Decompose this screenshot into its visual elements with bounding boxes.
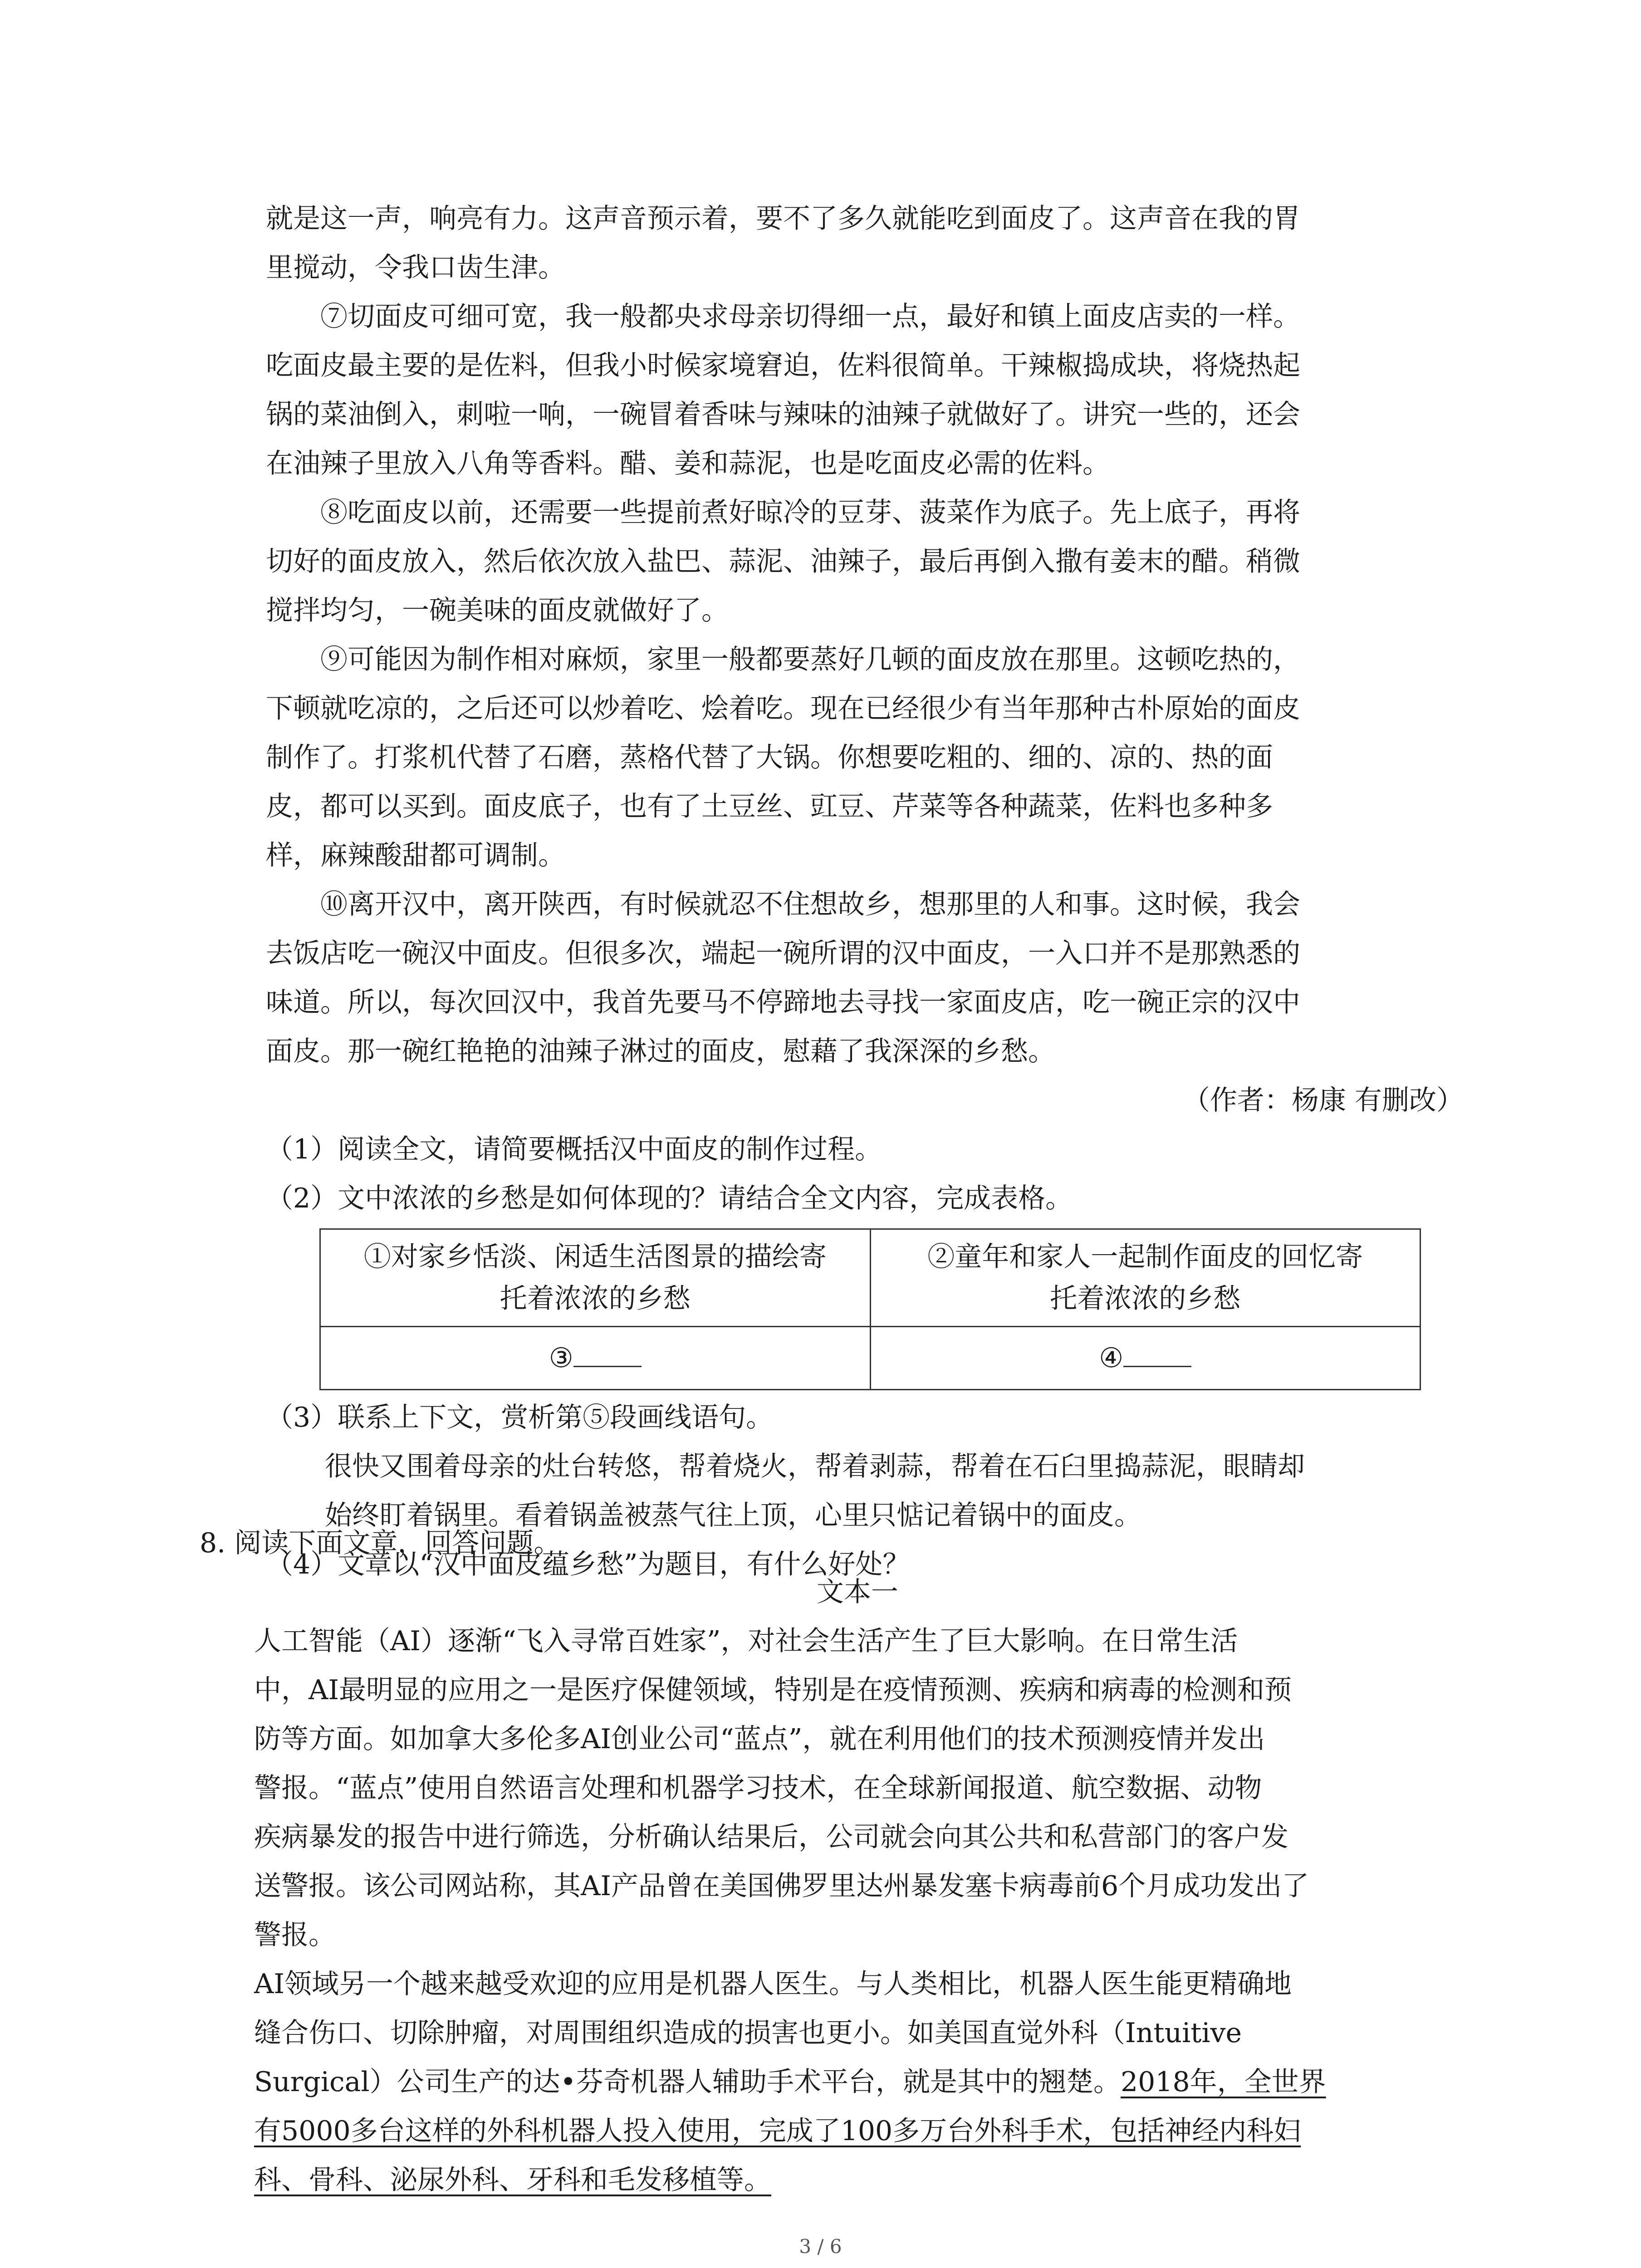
passage-line: 锅的菜油倒入，刺啦一响，一碗冒着香味与辣味的油辣子就做好了。讲究一些的，还会	[266, 399, 1300, 430]
section-8-line: 警报。	[254, 1919, 336, 1951]
paragraph-10-start: ⑩离开汉中，离开陕西，有时候就忍不住想故乡，想那里的人和事。这时候，我会	[320, 889, 1300, 920]
text-one-subtitle: 文本一	[817, 1576, 898, 1608]
section-8-line: 防等方面。如加拿大多伦多AI创业公司“蓝点”，就在利用他们的技术预测疫情并发出	[254, 1723, 1265, 1755]
section-8-line: Surgical）公司生产的达•芬奇机器人辅助手术平台，就是其中的翘楚。2018年，全世界	[254, 2066, 1326, 2098]
table-cell-4-blank[interactable]: ④	[870, 1327, 1421, 1390]
question-4: （4）文章以“汉中面皮蕴乡愁”为题目，有什么好处？	[266, 1549, 910, 1580]
section-8	[200, 1519, 1470, 1568]
paragraph-8-start: ⑧吃面皮以前，还需要一些提前煮好晾冷的豆芽、菠菜作为底子。先上底子，再将	[320, 497, 1300, 528]
section-8-line: 疾病暴发的报告中进行筛选，分析确认结果后，公司就会向其公共和私营部门的客户发	[254, 1821, 1288, 1853]
passage-line: 面皮。那一碗红艳艳的油辣子淋过的面皮，慰藉了我深深的乡愁。	[266, 1036, 1055, 1067]
passage-line: 在油辣子里放入八角等香料。醋、姜和蒜泥，也是吃面皮必需的佐料。	[266, 448, 1110, 479]
answer-table	[319, 1228, 1421, 1390]
question-3-quote: 很快又围着母亲的灶台转悠，帮着烧火，帮着剥蒜，帮着在石臼里捣蒜泥，眼睛却	[325, 1451, 1305, 1482]
page-number: 3 / 6	[799, 2235, 842, 2258]
section-8-line: 中，AI最明显的应用之一是医疗保健领域，特别是在疫情预测、疾病和病毒的检测和预	[254, 1674, 1292, 1706]
answer-blank[interactable]	[1123, 1339, 1191, 1367]
passage-line: 搅拌均匀，一碗美味的面皮就做好了。	[266, 595, 729, 626]
passage-line: 里搅动，令我口齿生津。	[266, 252, 565, 284]
section-8-heading: 8. 阅读下面文章，回答问题。	[200, 1527, 561, 1559]
passage-line: 下顿就吃凉的，之后还可以炒着吃、烩着吃。现在已经很少有当年那种古朴原始的面皮	[266, 693, 1300, 724]
section-8-line	[254, 2156, 1461, 2204]
author-credit: （作者：杨康 有删改）	[1182, 1085, 1464, 1116]
passage-line: 制作了。打浆机代替了石磨，蒸格代替了大锅。你想要吃粗的、细的、凉的、热的面	[266, 742, 1273, 773]
section-8-line	[254, 2107, 1461, 2156]
passage-line: 吃面皮最主要的是佐料，但我小时候家境窘迫，佐料很简单。干辣椒捣成块，将烧热起	[266, 350, 1300, 381]
passage-line: 味道。所以，每次回汉中，我首先要马不停蹄地去寻找一家面皮店，吃一碗正宗的汉中	[266, 987, 1300, 1018]
passage	[266, 194, 1464, 1589]
passage-line: 去饭店吃一碗汉中面皮。但很多次，端起一碗所谓的汉中面皮，一入口并不是那熟悉的	[266, 938, 1300, 969]
table-cell-2: ②童年和家人一起制作面皮的回忆寄 托着浓浓的乡愁	[870, 1229, 1421, 1327]
section-8-line: 送警报。该公司网站称，其AI产品曾在美国佛罗里达州暴发塞卡病毒前6个月成功发出了	[254, 1870, 1309, 1902]
answer-blank[interactable]	[573, 1339, 642, 1367]
question-3: （3）联系上下文，赏析第⑤段画线语句。	[266, 1402, 774, 1433]
section-8-line: 警报。“蓝点”使用自然语言处理和机器学习技术，在全球新闻报道、航空数据、动物	[254, 1772, 1262, 1804]
table-cell-1: ①对家乡恬淡、闲适生活图景的描绘寄 托着浓浓的乡愁	[320, 1229, 871, 1327]
question-1: （1）阅读全文，请简要概括汉中面皮的制作过程。	[266, 1134, 882, 1165]
underlined-sentence: 2018年，全世界	[1120, 2066, 1326, 2098]
table-cell-3-blank[interactable]: ③	[320, 1327, 871, 1390]
paragraph-7-start: ⑦切面皮可细可宽，我一般都央求母亲切得细一点，最好和镇上面皮店卖的一样。	[320, 301, 1300, 332]
underlined-sentence: 有5000多台这样的外科机器人投入使用，完成了100多万台外科手术，包括神经内科妇	[254, 2115, 1301, 2147]
question-2: （2）文中浓浓的乡愁是如何体现的？请结合全文内容，完成表格。	[266, 1183, 1073, 1214]
passage-line: 皮，都可以买到。面皮底子，也有了土豆丝、豇豆、芹菜等各种蔬菜，佐料也多种多	[266, 791, 1273, 822]
paragraph-9-start: ⑨可能因为制作相对麻烦，家里一般都要蒸好几顿的面皮放在那里。这顿吃热的，	[320, 644, 1300, 675]
section-8-line: 缝合伤口、切除肿瘤，对周围组织造成的损害也更小。如美国直觉外科（Intuitive	[254, 2017, 1242, 2049]
passage-line: 切好的面皮放入，然后依次放入盐巴、蒜泥、油辣子，最后再倒入撒有姜末的醋。稍微	[266, 546, 1300, 577]
underlined-sentence: 科、骨科、泌尿外科、牙科和毛发移植等。	[254, 2164, 771, 2196]
passage-line: 就是这一声，响亮有力。这声音预示着，要不了多久就能吃到面皮了。这声音在我的胃	[266, 203, 1300, 235]
section-8-text	[254, 1568, 1461, 2204]
passage-line: 样，麻辣酸甜都可调制。	[266, 840, 565, 871]
question-3-quote: 始终盯着锅里。看着锅盖被蒸气往上顶，心里只惦记着锅中的面皮。	[325, 1500, 1141, 1531]
section-8-line: 人工智能（AI）逐渐“飞入寻常百姓家”，对社会生活产生了巨大影响。在日常生活	[254, 1625, 1238, 1657]
section-8-line: AI领域另一个越来越受欢迎的应用是机器人医生。与人类相比，机器人医生能更精确地	[254, 1968, 1292, 2000]
